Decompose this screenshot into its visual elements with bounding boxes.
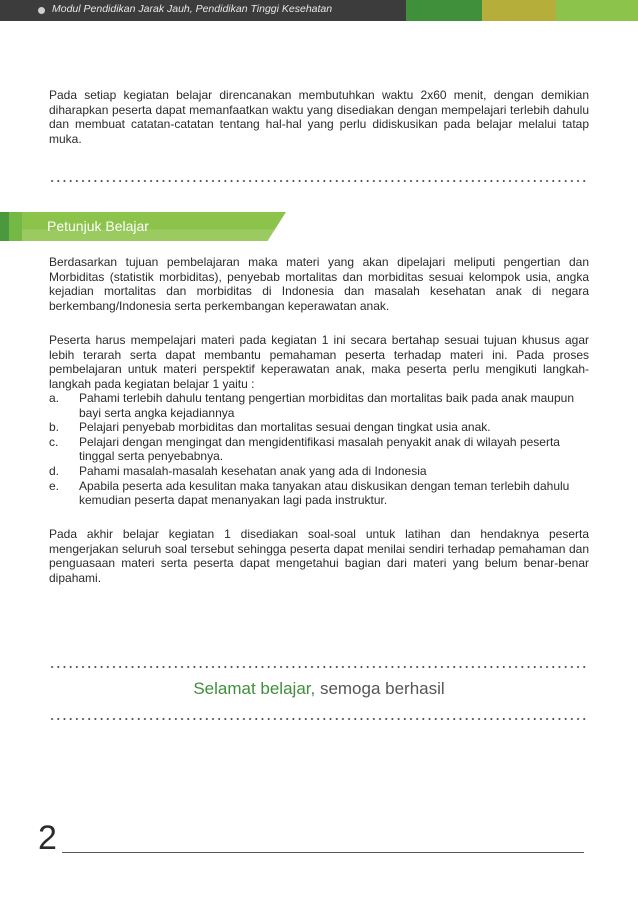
list-item bbox=[49, 420, 589, 435]
list-marker: c. bbox=[49, 434, 59, 449]
intro-paragraph: Pada setiap kegiatan belajar direncanakan membutuhkan waktu 2x60 menit, dengan demikian diharapkan peserta dapat memanfaatkan waktu yang disediakan dengan mempelajari terlebih dahulu dan membuat catatan-catatan tentang hal-hal yang perlu didiskusikan pada belajar melalui tatap muka. bbox=[49, 88, 589, 146]
list-item-text: Pahami terlebih dahulu tentang pengertian morbiditas dan mortalitas baik pada anak maupun bayi serta angka kejadiannya bbox=[79, 391, 574, 420]
section-paragraph-1: Berdasarkan tujuan pembelajaran maka materi yang akan dipelajari meliputi pengertian dan Morbiditas (statistik morbiditas), penyebab mortalitas dan morbiditas sesuai kelompok usia, angka kejadian mortalitas dan morbiditas di Indonesia dan masalah kesehatan anak di negara berkembang/Indonesia serta perkembangan keperawatan anak. bbox=[49, 255, 589, 313]
section-paragraph-3: Pada akhir belajar kegiatan 1 disediakan soal-soal untuk latihan dan hendaknya peserta mengerjakan seluruh soal tersebut sehingga peserta dapat menilai sendiri terhadap pemahaman dan penguasaan materi serta peserta dapat mengetahui bagian dari materi yang belum benar-benar dipahami. bbox=[49, 527, 589, 585]
list-item-text: Pelajari dengan mengingat dan mengidentifikasi masalah penyakit anak di wilayah peserta tinggal serta penyebabnya. bbox=[79, 434, 560, 464]
section-paragraph-2: Peserta harus mempelajari materi pada kegiatan 1 ini secara bertahap sesuai tujuan khusus agar lebih terarah serta dapat membantu pemahaman peserta terhadap materi ini. Pada proses pembelajaran untuk materi perspektif keperawatan anak, maka peserta perlu mengikuti langkah-langkah pada kegiatan belajar 1 yaitu : bbox=[49, 333, 589, 391]
list-marker: d. bbox=[49, 463, 60, 478]
list-item bbox=[49, 464, 589, 479]
section-header bbox=[0, 212, 290, 241]
list-marker: a. bbox=[49, 391, 60, 405]
list-item-text: Pelajari penyebab morbiditas dan mortalitas sesuai dengan tingkat usia anak. bbox=[79, 420, 491, 435]
list-item bbox=[49, 435, 589, 464]
list-item bbox=[49, 479, 589, 508]
section-header-strip-dark bbox=[0, 212, 9, 241]
list-marker: b. bbox=[49, 420, 60, 435]
dotted-divider-closing-top bbox=[49, 666, 589, 668]
closing-green-text: Selamat belajar, bbox=[193, 679, 316, 698]
footer-rule bbox=[62, 852, 584, 853]
dotted-divider-top bbox=[49, 180, 589, 182]
list-marker: e. bbox=[49, 478, 60, 493]
section-title: Petunjuk Belajar bbox=[47, 218, 149, 234]
module-title: Modul Pendidikan Jarak Jauh, Pendidikan Tinggi Kesehatan bbox=[52, 3, 333, 15]
header-bar bbox=[0, 0, 638, 21]
list-item-text: Pahami masalah-masalah kesehatan anak yang ada di Indonesia bbox=[79, 463, 427, 478]
closing-gray-text: semoga berhasil bbox=[315, 679, 445, 698]
steps-list bbox=[49, 391, 589, 508]
list-item-text: Apabila peserta ada kesulitan maka tanyakan atau diskusikan dengan teman terlebih dahulu kemudian peserta dapat menanyakan lagi pada instruktur. bbox=[79, 478, 570, 508]
header-green-segment bbox=[406, 0, 482, 21]
bullet-icon bbox=[38, 7, 45, 14]
list-item bbox=[49, 391, 589, 420]
header-olive-segment bbox=[482, 0, 556, 21]
header-lime-segment bbox=[556, 0, 638, 21]
page-number: 2 bbox=[38, 819, 57, 857]
closing-message bbox=[0, 679, 638, 699]
dotted-divider-closing-bottom bbox=[49, 718, 589, 720]
section-header-strip-mid bbox=[9, 212, 22, 241]
